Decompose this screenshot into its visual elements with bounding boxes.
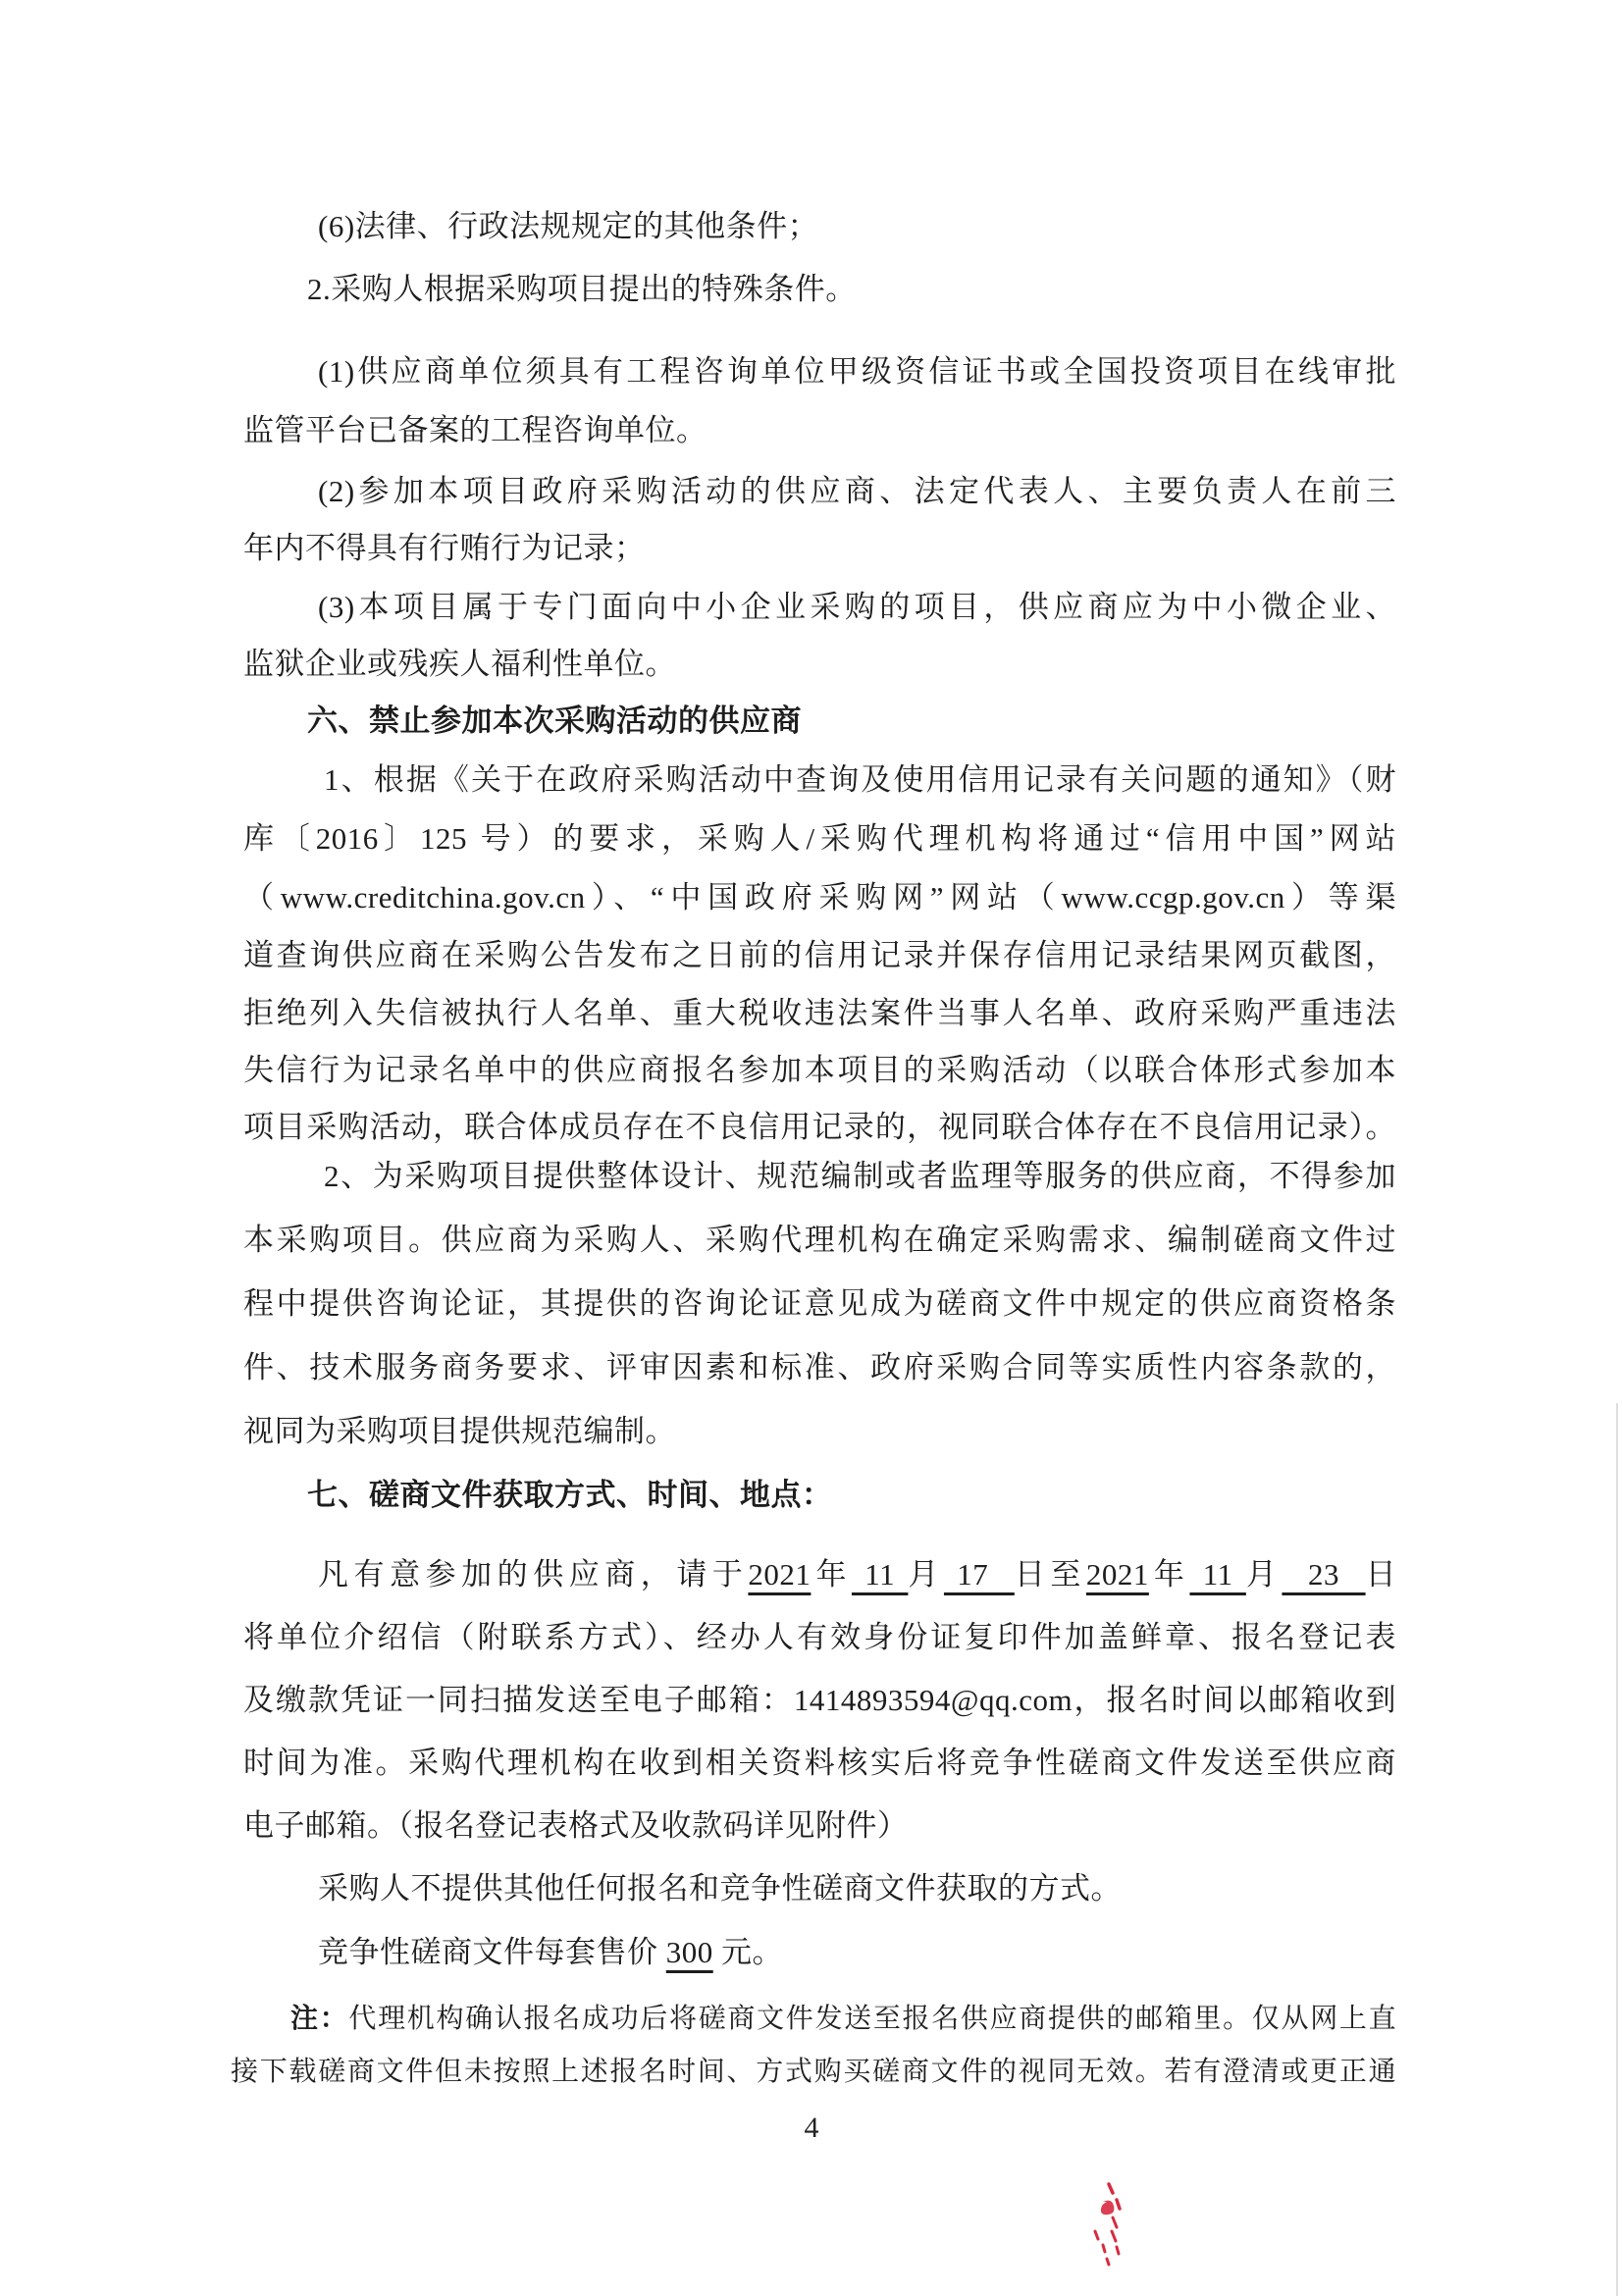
text-segment: 监管平台已备案的工程咨询单位。 bbox=[243, 413, 707, 447]
paragraph-line bbox=[243, 530, 1396, 568]
paragraph-line bbox=[324, 761, 1396, 800]
paragraph-line bbox=[243, 1285, 1396, 1324]
paragraph-line bbox=[324, 1158, 1396, 1196]
paragraph-line bbox=[243, 646, 1396, 684]
paragraph-line bbox=[243, 1109, 1396, 1147]
text-segment: 程中提供咨询论证，其提供的咨询论证意见成为磋商文件中规定的供应商资格条 bbox=[243, 1286, 1396, 1321]
registration-date-line bbox=[318, 1556, 1396, 1594]
text-segment: 采购人不提供其他任何报名和竞争性磋商文件获取的方式。 bbox=[318, 1871, 1122, 1905]
paragraph-line bbox=[243, 1052, 1396, 1090]
text-segment: （www.creditchina.gov.cn）、“中国政府采购网”网站（www.ccgp.gov.cn）等渠 bbox=[243, 880, 1396, 914]
text-segment: 凡有意参加的供应商，请于 bbox=[318, 1557, 749, 1592]
paragraph-line bbox=[243, 1349, 1396, 1387]
text-segment: 道查询供应商在采购公告发布之日前的信用记录并保存信用记录结果网页截图， bbox=[243, 938, 1396, 972]
text-segment: 接下载磋商文件但未按照上述报名时间、方式购买磋商文件的视同无效。若有澄清或更正通 bbox=[231, 2057, 1396, 2087]
text-segment: 代理机构确认报名成功后将磋商文件发送至报名供应商提供的邮箱里。仅从网上直 bbox=[348, 2004, 1396, 2034]
section-heading-six bbox=[307, 703, 1396, 741]
text-segment: 项目采购活动，联合体成员存在不良信用记录的，视同联合体存在不良信用记录）。 bbox=[243, 1110, 1396, 1144]
paragraph-line bbox=[318, 208, 1396, 246]
text-segment: 竞争性磋商文件每套售价 bbox=[318, 1935, 666, 1969]
underlined-text: 17 bbox=[943, 1557, 1015, 1592]
page-number: 4 bbox=[804, 2112, 819, 2144]
text-segment: (2)参加本项目政府采购活动的供应商、法定代表人、主要负责人在前三 bbox=[318, 474, 1396, 508]
text-block bbox=[231, 0, 1397, 2296]
text-segment: 月 bbox=[1245, 1557, 1283, 1592]
underlined-text: 2021 bbox=[1085, 1557, 1149, 1592]
text-segment: 库〔2016〕125 号）的要求，采购人/采购代理机构将通过“信用中国”网站 bbox=[243, 821, 1396, 856]
underlined-text: 300 bbox=[665, 1935, 713, 1969]
document-price-line bbox=[318, 1934, 1396, 1972]
paragraph-line bbox=[243, 879, 1396, 917]
paragraph-line bbox=[243, 1413, 1396, 1451]
paragraph-line bbox=[243, 1807, 1396, 1846]
text-segment: 2.采购人根据采购项目提出的特殊条件。 bbox=[307, 272, 857, 306]
paragraph-line bbox=[243, 1619, 1396, 1657]
text-segment: 日至 bbox=[1014, 1557, 1086, 1592]
text-segment: 年 bbox=[811, 1557, 852, 1592]
text-segment: 电子邮箱。（报名登记表格式及收款码详见附件） bbox=[243, 1808, 909, 1843]
paragraph-line bbox=[318, 473, 1396, 511]
section-heading-seven bbox=[307, 1477, 1396, 1515]
paragraph-line bbox=[318, 353, 1396, 391]
underlined-text: 23 bbox=[1282, 1557, 1366, 1592]
text-segment: 失信行为记录名单中的供应商报名参加本项目的采购活动（以联合体形式参加本 bbox=[243, 1053, 1396, 1087]
bold-text: 七、磋商文件获取方式、时间、地点： bbox=[307, 1478, 833, 1512]
text-segment: 元。 bbox=[712, 1935, 783, 1969]
paragraph-line bbox=[243, 937, 1396, 975]
underlined-text: 11 bbox=[851, 1557, 909, 1592]
paragraph-line bbox=[243, 995, 1396, 1033]
text-segment: (1)供应商单位须具有工程咨询单位甲级资信证书或全国投资项目在线审批 bbox=[318, 354, 1396, 389]
note-line bbox=[231, 2055, 1396, 2089]
text-segment: 2、为采购项目提供整体设计、规范编制或者监理等服务的供应商，不得参加 bbox=[324, 1159, 1396, 1193]
text-segment: (3)本项目属于专门面向中小企业采购的项目，供应商应为中小微企业、 bbox=[318, 590, 1396, 624]
text-segment: 本采购项目。供应商为采购人、采购代理机构在确定采购需求、编制磋商文件过 bbox=[243, 1223, 1396, 1257]
paragraph-line bbox=[318, 589, 1396, 627]
bold-text: 注： bbox=[290, 2004, 349, 2034]
red-ink-mark bbox=[1079, 2176, 1140, 2270]
text-segment: (6)法律、行政法规规定的其他条件； bbox=[318, 209, 819, 243]
note-line bbox=[290, 2002, 1396, 2036]
text-segment: 时间为准。采购代理机构在收到相关资料核实后将竞争性磋商文件发送至供应商 bbox=[243, 1746, 1396, 1780]
text-segment: 年 bbox=[1148, 1557, 1190, 1592]
email-line bbox=[243, 1682, 1396, 1720]
paragraph-line bbox=[243, 820, 1396, 859]
text-segment: 件、技术服务商务要求、评审因素和标准、政府采购合同等实质性内容条款的， bbox=[243, 1350, 1396, 1384]
scan-edge-artifact bbox=[1616, 1403, 1618, 2296]
text-segment: 年内不得具有行贿行为记录； bbox=[243, 531, 646, 565]
text-segment: 视同为采购项目提供规范编制。 bbox=[243, 1414, 676, 1448]
paragraph-line bbox=[318, 1870, 1396, 1908]
text-segment: 日 bbox=[1365, 1557, 1397, 1592]
underlined-text: 11 bbox=[1189, 1557, 1246, 1592]
paragraph-line bbox=[243, 1745, 1396, 1783]
paragraph-line bbox=[243, 412, 1396, 450]
paragraph-line bbox=[307, 271, 1396, 309]
text-segment: 月 bbox=[908, 1557, 944, 1592]
underlined-text: 2021 bbox=[748, 1557, 812, 1592]
text-segment: 拒绝列入失信被执行人名单、重大税收违法案件当事人名单、政府采购严重违法 bbox=[243, 996, 1396, 1030]
text-segment: 及缴款凭证一同扫描发送至电子邮箱：1414893594@qq.com，报名时间以邮箱收到 bbox=[243, 1683, 1396, 1717]
text-segment: 监狱企业或残疾人福利性单位。 bbox=[243, 647, 676, 681]
paragraph-line bbox=[243, 1222, 1396, 1260]
text-segment: 将单位介绍信（附联系方式）、经办人有效身份证复印件加盖鲜章、报名登记表 bbox=[243, 1620, 1396, 1654]
text-segment: 1、根据《关于在政府采购活动中查询及使用信用记录有关问题的通知》（财 bbox=[324, 762, 1396, 797]
bold-text: 六、禁止参加本次采购活动的供应商 bbox=[307, 704, 802, 738]
